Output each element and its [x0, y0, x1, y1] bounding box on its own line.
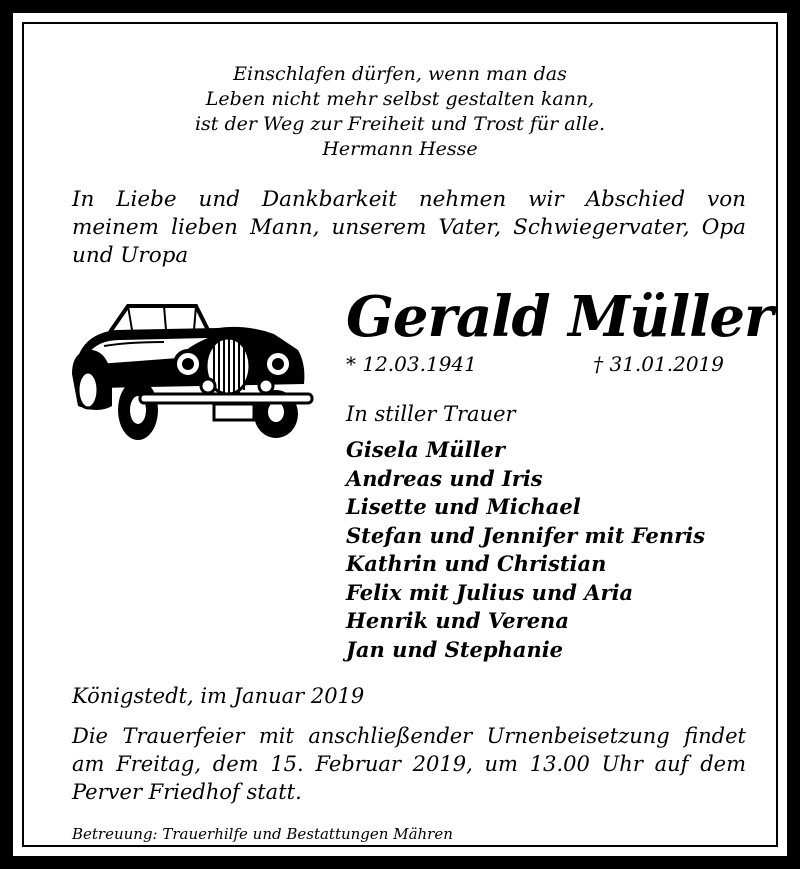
quote-line: Leben nicht mehr selbst gestalten kann, — [205, 88, 595, 110]
quote-block — [24, 62, 776, 162]
birth-date: * 12.03.1941 — [346, 352, 477, 376]
family-member: Lisette und Michael — [346, 494, 581, 519]
obituary-notice — [13, 13, 787, 856]
family-member: Kathrin und Christian — [346, 551, 607, 576]
intro-line: In Liebe und Dankbarkeit nehmen wir Abschied von — [72, 187, 746, 212]
family-member: Jan und Stephanie — [346, 636, 564, 662]
intro-line: meinem lieben Mann, unserem Vater, Schwiegervater, Opa — [72, 215, 746, 240]
vintage-car-icon — [68, 294, 316, 444]
place-date: Königstedt, im Januar 2019 — [72, 684, 365, 708]
family-member: Felix mit Julius und Aria — [346, 579, 634, 605]
intro-line: und Uropa — [72, 243, 189, 268]
death-date: † 31.01.2019 — [593, 352, 724, 376]
quote-line: ist der Weg zur Freiheit und Trost für alle. — [194, 113, 606, 135]
deceased-name: Gerald Müller — [346, 284, 773, 350]
quote-author: Hermann Hesse — [322, 138, 478, 160]
family-list — [346, 436, 705, 664]
mourning-label: In stiller Trauer — [346, 402, 516, 426]
funeral-service-info — [72, 722, 746, 806]
family-member: Stefan und Jennifer mit Fenris — [346, 522, 706, 548]
family-member: Gisela Müller — [346, 437, 505, 462]
intro-text — [72, 186, 746, 270]
service-line: Perver Friedhof statt. — [72, 780, 302, 804]
family-member: Henrik und Verena — [346, 608, 569, 633]
inner-border — [22, 22, 778, 847]
quote-line: Einschlafen dürfen, wenn man das — [233, 63, 567, 85]
funeral-home-credit: Betreuung: Trauerhilfe und Bestattungen Mähren — [72, 825, 453, 843]
service-line: am Freitag, dem 15. Februar 2019, um 13.00 Uhr auf dem — [72, 752, 746, 776]
family-member: Andreas und Iris — [346, 465, 543, 491]
service-line: Die Trauerfeier mit anschließender Urnenbeisetzung findet — [72, 724, 746, 748]
